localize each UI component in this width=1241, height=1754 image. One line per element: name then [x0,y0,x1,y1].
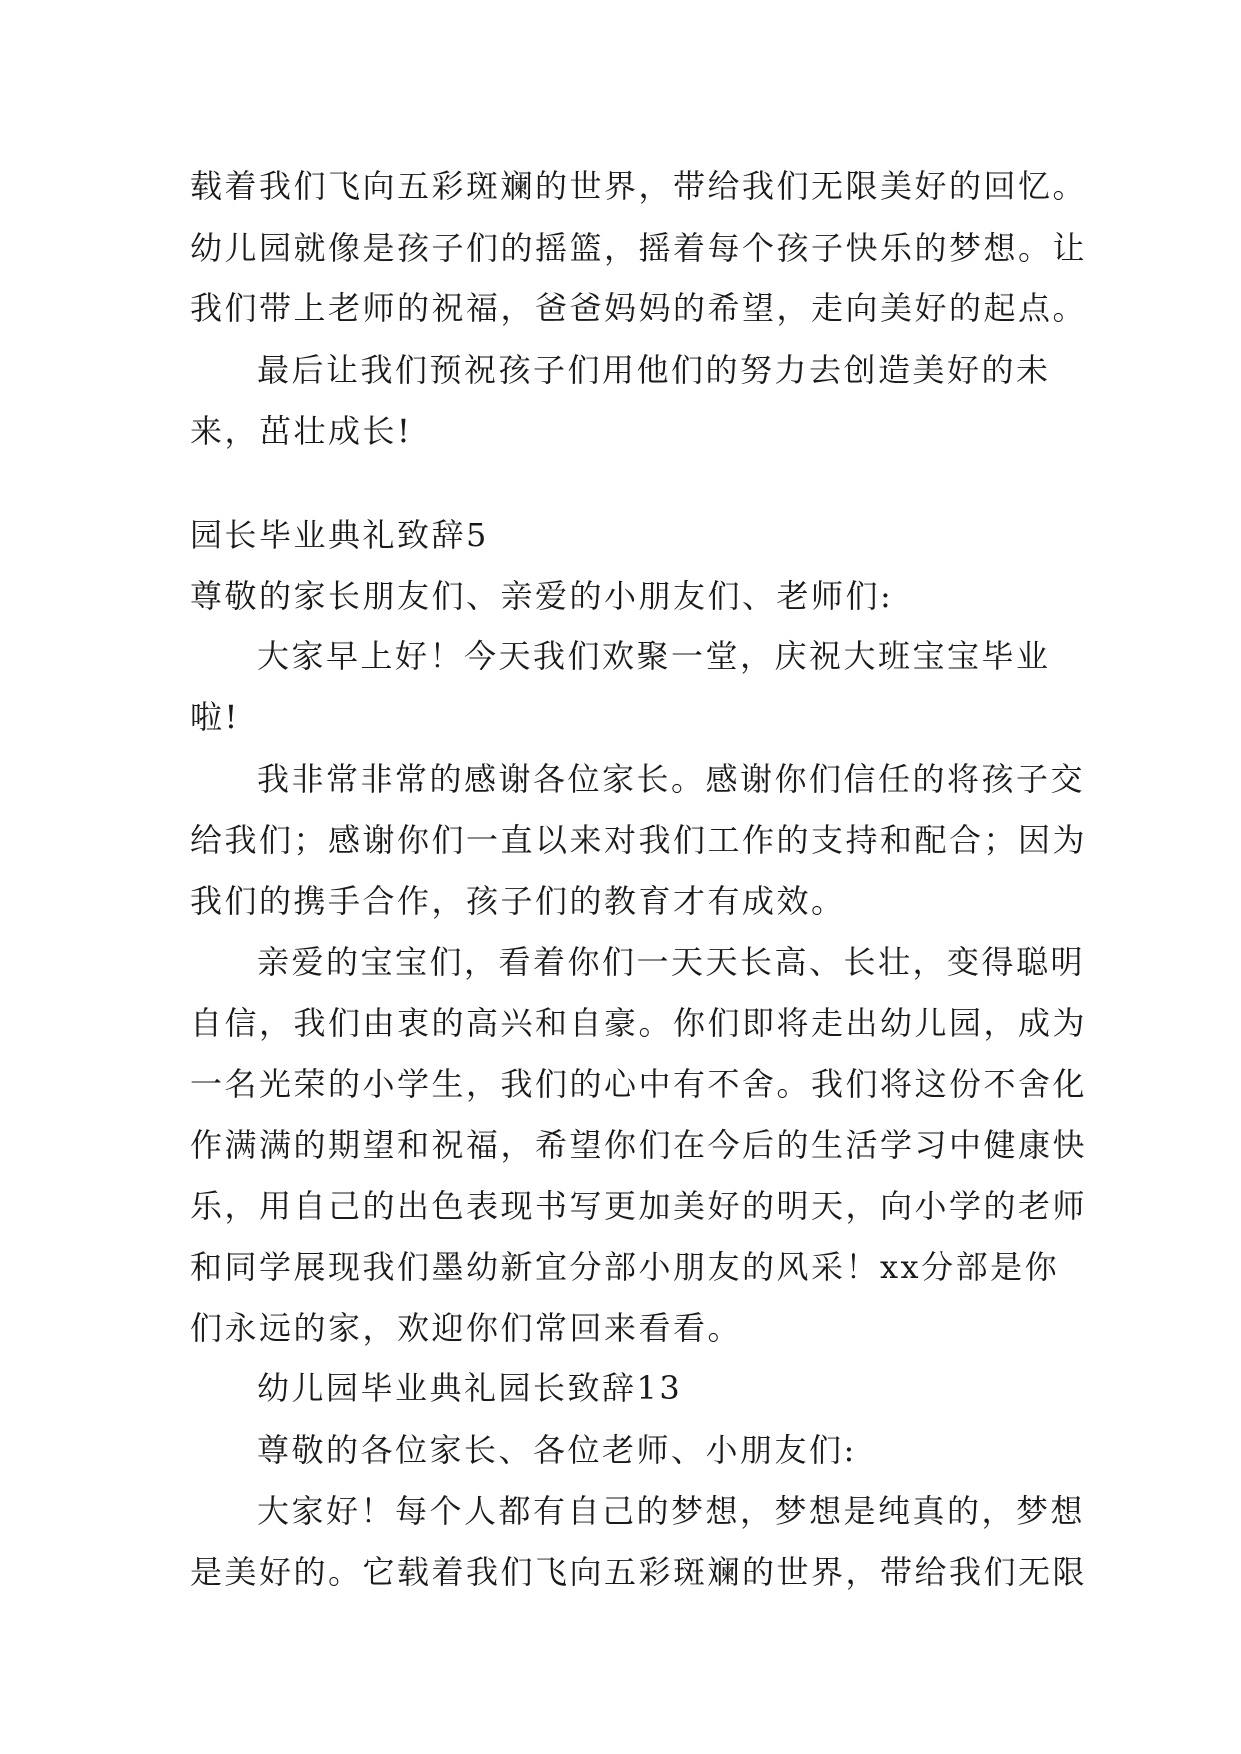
text-line: 幼儿园就像是孩子们的摇篮，摇着每个孩子快乐的梦想。让 [190,229,1088,267]
text-line: 来，茁壮成长! [190,412,413,450]
text-line: 啦! [190,698,240,736]
salutation: 尊敬的家长朋友们、亲爱的小朋友们、老师们: [190,577,894,615]
text-line: 自信，我们由衷的高兴和自豪。你们即将走出幼儿园，成为 [190,1004,1088,1042]
salutation: 尊敬的各位家长、各位老师、小朋友们: [257,1431,857,1469]
section-title: 幼儿园毕业典礼园长致辞13 [257,1369,683,1407]
text-line: 最后让我们预祝孩子们用他们的努力去创造美好的未 [257,351,1051,389]
text-line: 大家好！每个人都有自己的梦想，梦想是纯真的，梦想 [257,1492,1086,1530]
text-line: 作满满的期望和祝福，希望你们在今后的生活学习中健康快 [190,1126,1088,1164]
text-line: 们永远的家，欢迎你们常回来看看。 [190,1309,743,1347]
text-line: 载着我们飞向五彩斑斓的世界，带给我们无限美好的回忆。 [190,167,1088,205]
text-line: 是美好的。它载着我们飞向五彩斑斓的世界，带给我们无限 [190,1553,1088,1591]
text-line: 我非常非常的感谢各位家长。感谢你们信任的将孩子交 [257,760,1086,798]
text-line: 给我们；感谢你们一直以来对我们工作的支持和配合；因为 [190,821,1088,859]
text-line: 亲爱的宝宝们，看着你们一天天长高、长壮，变得聪明 [257,943,1086,981]
text-line: 我们带上老师的祝福，爸爸妈妈的希望，走向美好的起点。 [190,289,1088,327]
text-line: 和同学展现我们墨幼新宜分部小朋友的风采！xx分部是你 [190,1248,1060,1286]
text-line: 一名光荣的小学生，我们的心中有不舍。我们将这份不舍化 [190,1065,1088,1103]
section-title: 园长毕业典礼致辞5 [190,516,489,554]
text-line: 大家早上好！今天我们欢聚一堂，庆祝大班宝宝毕业 [257,637,1051,675]
text-line: 乐，用自己的出色表现书写更加美好的明天，向小学的老师 [190,1187,1088,1225]
text-line: 我们的携手合作，孩子们的教育才有成效。 [190,882,846,920]
